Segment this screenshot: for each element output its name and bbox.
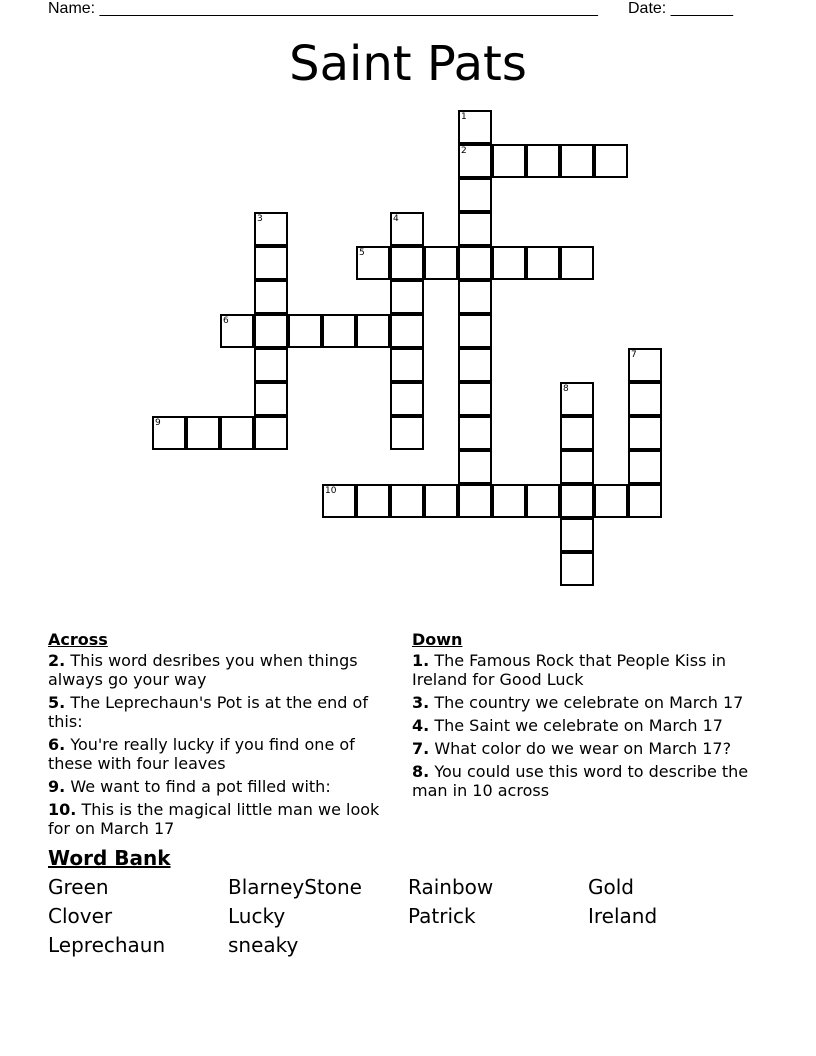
crossword-cell[interactable] — [526, 246, 560, 280]
clue-text: We want to find a pot filled with: — [70, 777, 331, 796]
down-clues — [412, 630, 757, 804]
clue-text: This word desribes you when things always go your way — [48, 651, 358, 689]
clue-number: 7. — [412, 739, 430, 758]
across-clues — [48, 630, 388, 842]
clue-number: 9. — [48, 777, 66, 796]
clue-number: 8. — [412, 762, 430, 781]
clue-number: 2. — [48, 651, 66, 670]
word-bank-word: Gold — [588, 875, 634, 899]
crossword-cell[interactable] — [458, 280, 492, 314]
word-bank-word: Green — [48, 875, 109, 899]
crossword-cell[interactable] — [594, 144, 628, 178]
word-bank-word: Rainbow — [408, 875, 494, 899]
clue-number: 1. — [412, 651, 430, 670]
cell-number: 10 — [325, 486, 337, 496]
crossword-cell[interactable] — [458, 246, 492, 280]
clue-text: The Famous Rock that People Kiss in Ireland for Good Luck — [412, 651, 727, 689]
crossword-cell[interactable] — [560, 144, 594, 178]
crossword-cell[interactable] — [390, 416, 424, 450]
crossword-cell[interactable] — [390, 280, 424, 314]
crossword-cell[interactable] — [254, 246, 288, 280]
crossword-cell[interactable] — [458, 314, 492, 348]
clue-number: 10. — [48, 800, 77, 819]
down-clue — [412, 693, 757, 712]
crossword-cell[interactable] — [560, 484, 594, 518]
across-heading: Across — [48, 630, 108, 649]
clue-text: This is the magical little man we look for on March 17 — [48, 800, 380, 838]
across-clue — [48, 693, 388, 731]
crossword-cell[interactable] — [390, 484, 424, 518]
crossword-cell[interactable] — [186, 416, 220, 450]
word-bank-word: Patrick — [408, 904, 476, 928]
crossword-cell[interactable] — [628, 382, 662, 416]
crossword-cell[interactable] — [424, 484, 458, 518]
word-bank-title: Word Bank — [48, 846, 171, 870]
crossword-cell[interactable] — [458, 450, 492, 484]
crossword-cell[interactable] — [424, 246, 458, 280]
crossword-cell[interactable] — [560, 450, 594, 484]
crossword-cell[interactable] — [220, 314, 254, 348]
crossword-cell[interactable] — [288, 314, 322, 348]
word-bank-word: Clover — [48, 904, 113, 928]
crossword-cell[interactable] — [254, 212, 288, 246]
clue-number: 4. — [412, 716, 430, 735]
crossword-cell[interactable] — [254, 314, 288, 348]
cell-number: 3 — [257, 214, 263, 224]
crossword-cell[interactable] — [560, 416, 594, 450]
cell-number: 7 — [631, 350, 637, 360]
name-line: Name: ________________________________________________________ — [48, 0, 598, 17]
across-clue — [48, 800, 388, 838]
clue-text: You're really lucky if you find one of these with four leaves — [48, 735, 355, 773]
cell-number: 2 — [461, 146, 467, 156]
crossword-cell[interactable] — [560, 552, 594, 586]
down-clue — [412, 651, 757, 689]
crossword-cell[interactable] — [356, 246, 390, 280]
crossword-cell[interactable] — [390, 382, 424, 416]
crossword-cell[interactable] — [390, 212, 424, 246]
cell-number: 5 — [359, 248, 365, 258]
down-clue — [412, 739, 757, 758]
crossword-cell[interactable] — [458, 382, 492, 416]
down-heading: Down — [412, 630, 463, 649]
across-clue — [48, 651, 388, 689]
cell-number: 8 — [563, 384, 569, 394]
down-clue — [412, 762, 757, 800]
crossword-cell[interactable] — [458, 144, 492, 178]
crossword-cell[interactable] — [390, 348, 424, 382]
clue-text: The Saint we celebrate on March 17 — [434, 716, 723, 735]
crossword-cell[interactable] — [458, 348, 492, 382]
crossword-cell[interactable] — [390, 246, 424, 280]
crossword-cell[interactable] — [560, 382, 594, 416]
cell-number: 1 — [461, 112, 467, 122]
clue-text: The Leprechaun's Pot is at the end of this: — [48, 693, 368, 731]
cell-number: 9 — [155, 418, 161, 428]
crossword-cell[interactable] — [628, 416, 662, 450]
puzzle-title: Saint Pats — [289, 36, 527, 92]
crossword-cell[interactable] — [356, 484, 390, 518]
crossword-cell[interactable] — [628, 348, 662, 382]
clue-text: The country we celebrate on March 17 — [434, 693, 744, 712]
crossword-cell[interactable] — [526, 144, 560, 178]
word-bank-word: Ireland — [588, 904, 658, 928]
crossword-cell[interactable] — [390, 314, 424, 348]
word-bank-word: sneaky — [228, 933, 299, 957]
crossword-cell[interactable] — [628, 450, 662, 484]
crossword-cell[interactable] — [458, 110, 492, 144]
clue-number: 3. — [412, 693, 430, 712]
crossword-cell[interactable] — [458, 416, 492, 450]
crossword-cell[interactable] — [458, 178, 492, 212]
crossword-cell[interactable] — [492, 246, 526, 280]
crossword-cell[interactable] — [458, 212, 492, 246]
crossword-cell[interactable] — [322, 484, 356, 518]
clue-number: 6. — [48, 735, 66, 754]
clue-text: What color do we wear on March 17? — [434, 739, 732, 758]
across-clue — [48, 735, 388, 773]
word-bank — [48, 845, 768, 960]
cell-number: 4 — [393, 214, 399, 224]
crossword-cell[interactable] — [560, 518, 594, 552]
across-clue — [48, 777, 388, 796]
crossword-cell[interactable] — [254, 280, 288, 314]
crossword-cell[interactable] — [152, 416, 186, 450]
word-bank-word: Leprechaun — [48, 933, 166, 957]
clue-text: You could use this word to describe the man in 10 across — [412, 762, 749, 800]
crossword-cell[interactable] — [594, 484, 628, 518]
crossword-cell[interactable] — [526, 484, 560, 518]
crossword-cell[interactable] — [254, 348, 288, 382]
crossword-cell[interactable] — [220, 416, 254, 450]
crossword-cell[interactable] — [254, 382, 288, 416]
crossword-cell[interactable] — [458, 484, 492, 518]
crossword-cell[interactable] — [254, 416, 288, 450]
word-bank-word: BlarneyStone — [228, 875, 362, 899]
crossword-cell[interactable] — [492, 484, 526, 518]
crossword-cell[interactable] — [322, 314, 356, 348]
down-clue — [412, 716, 757, 735]
cell-number: 6 — [223, 316, 229, 326]
date-line: Date: _______ — [628, 0, 733, 17]
crossword-cell[interactable] — [628, 484, 662, 518]
clue-number: 5. — [48, 693, 66, 712]
crossword-cell[interactable] — [356, 314, 390, 348]
crossword-cell[interactable] — [492, 144, 526, 178]
word-bank-word: Lucky — [228, 904, 286, 928]
crossword-cell[interactable] — [560, 246, 594, 280]
